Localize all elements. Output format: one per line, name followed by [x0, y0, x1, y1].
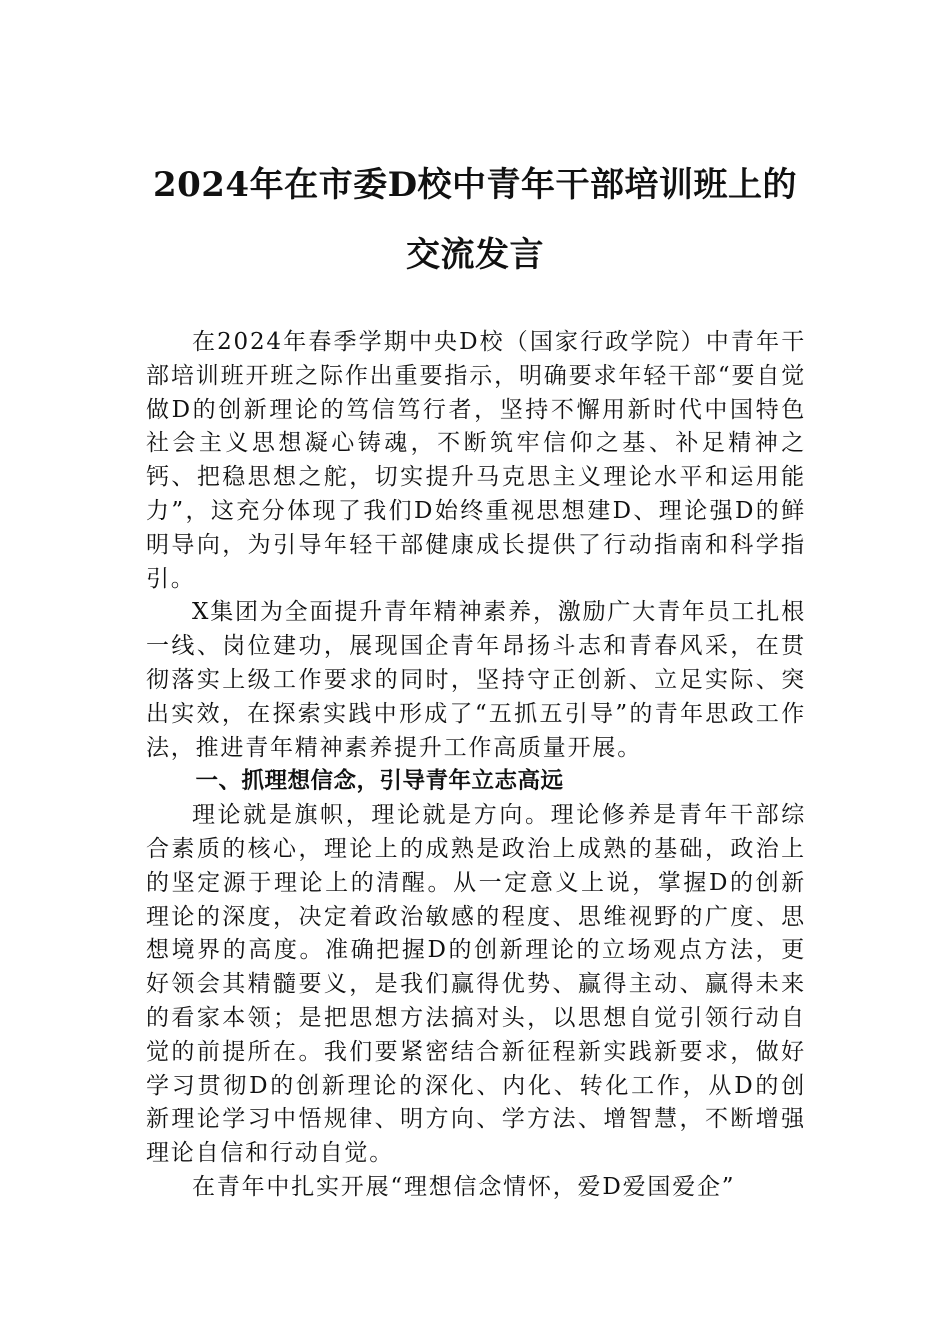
- document-body: [146, 326, 806, 1205]
- paragraph-intro: 在2024年春季学期中央D校（国家行政学院）中青年干部培训班开班之际作出重要指示，明确要求年轻干部“要自觉做D的创新理论的笃信笃行者，坚持不懈用新时代中国特色社会主义思想凝心铸魂，不断筑牢信仰之基、补足精神之钙、把稳思想之舵，切实提升马克思主义理论水平和运用能力”，这充分体现了我们D始终重视思想建D、理论强D的鲜明导向，为引导年轻干部健康成长提供了行动指南和科学指引。: [146, 329, 806, 592]
- document-title-line-1: 2024年在市委D校中青年干部培训班上的: [152, 165, 798, 205]
- section-heading-1: 一、抓理想信念，引导青年立志高远: [195, 768, 564, 795]
- paragraph-group-overview: X集团为全面提升青年精神素养，激励广大青年员工扎根一线、岗位建功，展现国企青年昂扬斗志和青春风采，在贯彻落实上级工作要求的同时，坚持守正创新、立足实际、突出实效，在探索实践中形成了“五抓五引导”的青年思政工作法，推进青年精神素养提升工作高质量开展。: [146, 599, 806, 761]
- document-title-line-2: 交流发言: [406, 235, 544, 275]
- paragraph-activity: 在青年中扎实开展“理想信念情怀，爱D爱国爱企”: [192, 1173, 736, 1200]
- paragraph-theory: 理论就是旗帜，理论就是方向。理论修养是青年干部综合素质的核心，理论上的成熟是政治上成熟的基础，政治上的坚定源于理论上的清醒。从一定意义上说，掌握D的创新理论的深度，决定着政治敏感的程度、思维视野的广度、思想境界的高度。准确把握D的创新理论的立场观点方法，更好领会其精髓要义，是我们赢得优势、赢得主动、赢得未来的看家本领；是把思想方法搞对头，以思想自觉引领行动自觉的前提所在。我们要紧密结合新征程新实践新要求，做好学习贯彻D的创新理论的深化、内化、转化工作，从D的创新理论学习中悟规律、明方向、学方法、增智慧，不断增强理论自信和行动自觉。: [146, 802, 806, 1167]
